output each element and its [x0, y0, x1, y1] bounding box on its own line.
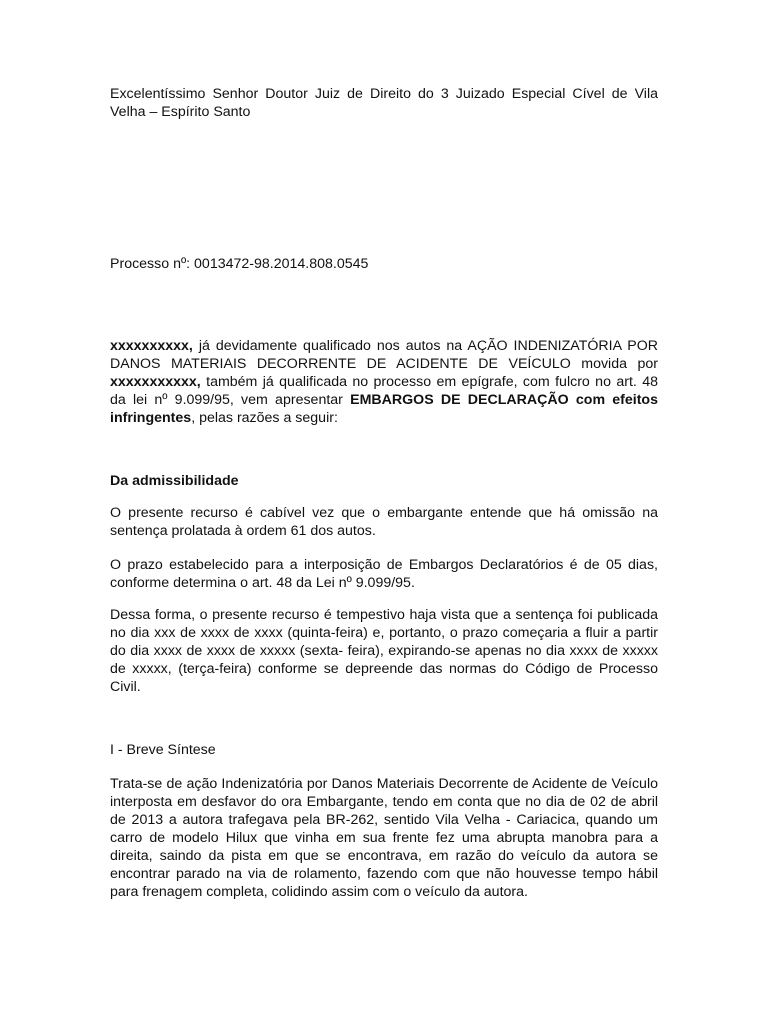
process-number-text: Processo nº: 0013472-98.2014.808.0545	[110, 256, 369, 272]
paragraph: Dessa forma, o presente recurso é tempestivo haja vista que a sentença foi publicada no dia xxx de xxxx de xxxx (quinta-feira) e, portanto, o prazo começaria a fluir a partir do dia xxxx de xxxx de xxxxx (sexta- feira), expirando-se apenas no dia xxxx de xxxxx de xxxxx, (terça-feira) conforme se depreende das normas do Código de Processo Civil.	[110, 607, 658, 695]
process-number	[110, 255, 658, 273]
action-title: EMBARGOS DE DECLARAÇÃO com efeitos infringentes	[110, 392, 658, 426]
section-heading: Da admissibilidade	[110, 473, 239, 489]
party-2: xxxxxxxxxxx,	[110, 374, 201, 390]
summary-paragraph	[110, 775, 658, 901]
paragraph: O prazo estabelecido para a interposição de Embargos Declaratórios é de 05 dias, conforme determina o art. 48 da Lei nº 9.099/95.	[110, 557, 658, 591]
intro-text-3: , pelas razões a seguir:	[191, 410, 338, 426]
addressee	[110, 85, 658, 121]
admissibility-paragraph-3	[110, 606, 658, 696]
paragraph: Trata-se de ação Indenizatória por Danos Materiais Decorrente de Acidente de Veículo interposta em desfavor do ora Embargante, tendo em conta que no dia de 02 de abril de 2013 a autora trafegava pela BR-262, sentido Vila Velha - Cariacica, quando um carro de modelo Hilux que vinha em sua frente fez uma abrupta manobra para a direita, saindo da pista em que se encontrava, em razão do veículo da autora se encontrar parado na via de rolamento, fazendo com que não houvesse tempo hábil para frenagem completa, colidindo assim com o veículo da autora.	[110, 776, 658, 900]
paragraph: O presente recurso é cabível vez que o embargante entende que há omissão na sentença prolatada à ordem 61 dos autos.	[110, 505, 658, 539]
intro-text	[110, 337, 658, 427]
intro-paragraph	[110, 337, 658, 427]
intro-text-1: já devidamente qualificado nos autos na AÇÃO INDENIZATÓRIA POR DANOS MATERIAIS DECORRENTE DE ACIDENTE DE VEÍCULO movida por	[110, 338, 658, 372]
intro-text-2: também já qualificada no processo em epígrafe, com fulcro no art. 48 da lei nº 9.099/95, vem apresentar	[110, 374, 658, 408]
party-1: xxxxxxxxxx,	[110, 338, 193, 354]
section-admissibility	[110, 472, 658, 490]
section-heading: I - Breve Síntese	[110, 742, 216, 758]
admissibility-paragraph-1	[110, 504, 658, 540]
addressee-text: Excelentíssimo Senhor Doutor Juiz de Direito do 3 Juizado Especial Cível de Vila Velha – Espírito Santo	[110, 86, 658, 120]
admissibility-paragraph-2	[110, 556, 658, 592]
section-summary	[110, 741, 658, 759]
